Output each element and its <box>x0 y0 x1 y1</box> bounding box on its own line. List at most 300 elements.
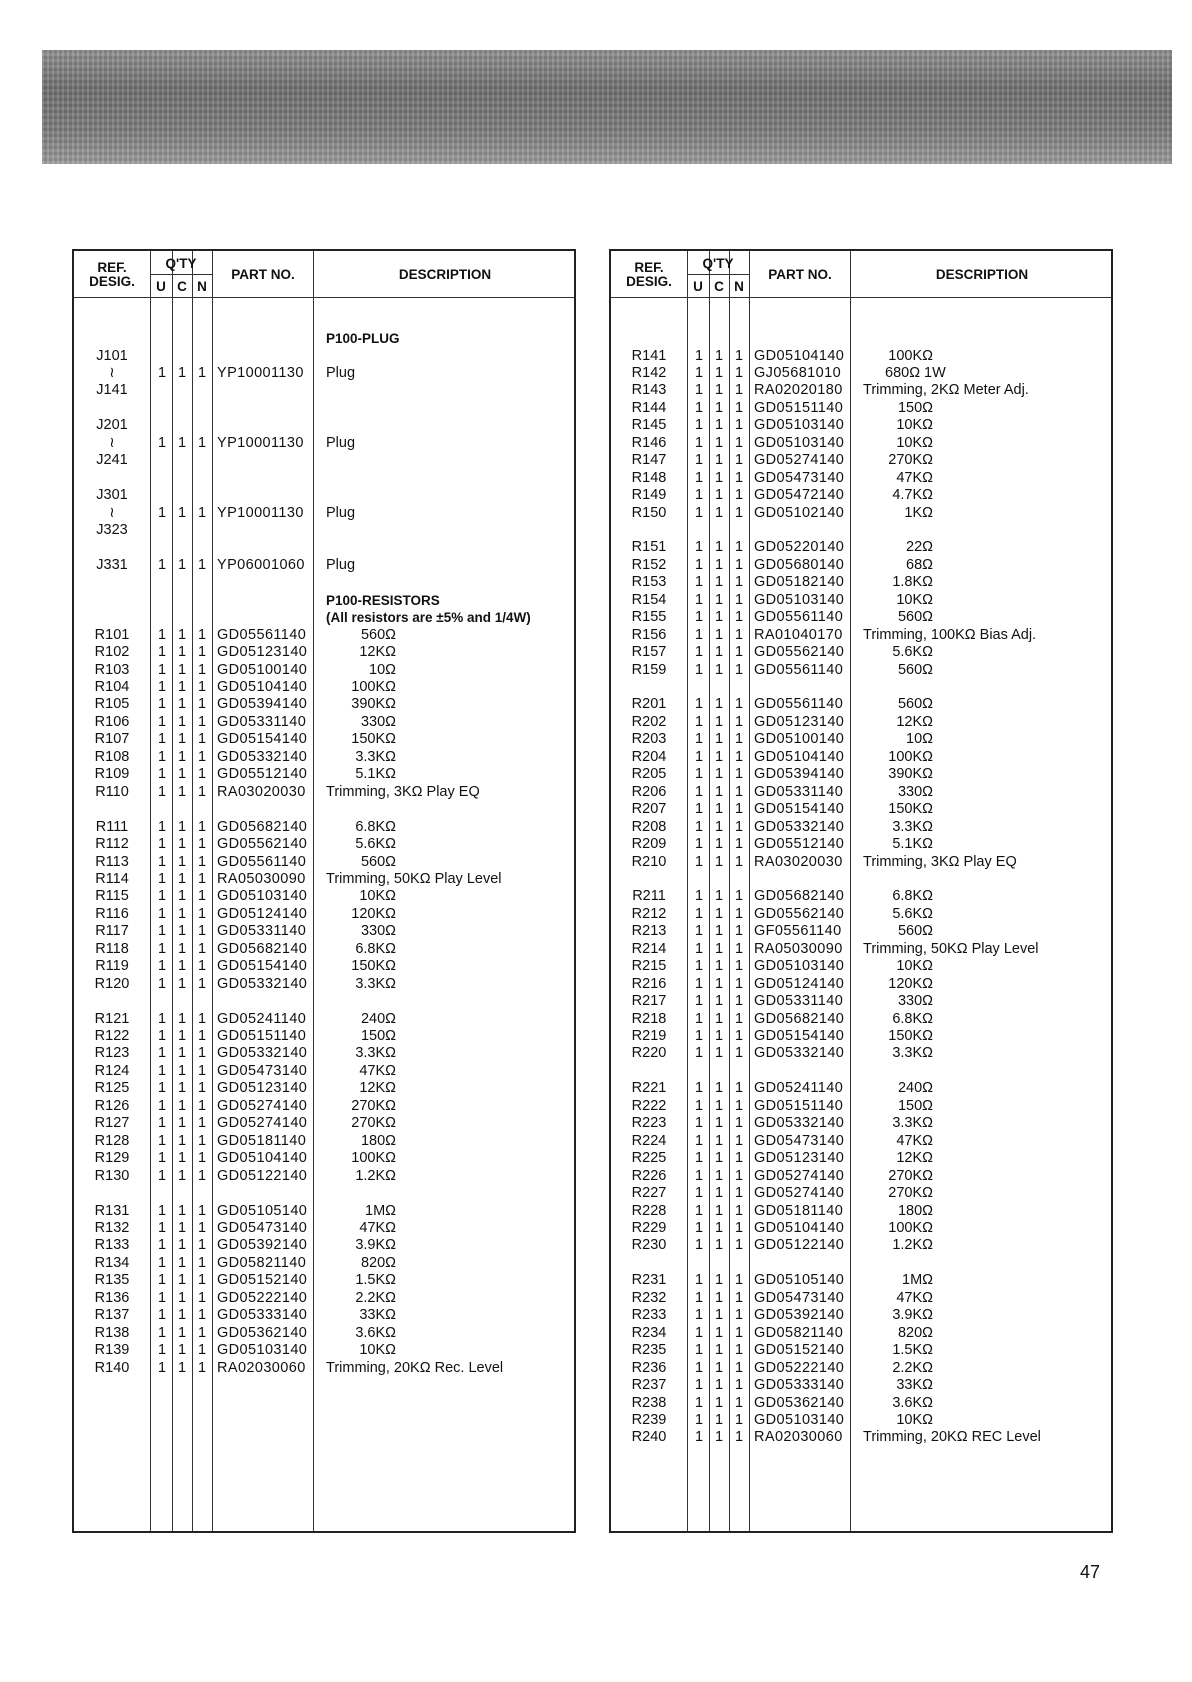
ref-desig: R111 <box>95 818 129 835</box>
qty-n: 1 <box>197 1062 207 1079</box>
qty-u: 1 <box>694 434 704 451</box>
ref-desig: R123 <box>94 1045 130 1062</box>
qty-c: 1 <box>177 556 187 573</box>
page-number: 47 <box>1080 1562 1101 1582</box>
part-no: GD05562140 <box>754 905 845 922</box>
qty-c: 1 <box>177 1115 187 1132</box>
ref-desig: R215 <box>631 958 667 975</box>
ref-desig: R134 <box>94 1254 130 1271</box>
qty-u: 1 <box>157 1097 167 1114</box>
qty-n: 1 <box>197 434 207 451</box>
part-no: YP10001130 <box>217 434 304 451</box>
part-no: GD05821140 <box>217 1254 307 1271</box>
ref-desig: J301 <box>96 487 128 503</box>
description: 3.3KΩ <box>892 1045 933 1062</box>
qty-c: 1 <box>714 487 724 503</box>
qty-c: 1 <box>177 1359 187 1376</box>
qty-n: 1 <box>197 1202 207 1219</box>
description: 270KΩ <box>888 452 933 469</box>
qty-n: 1 <box>197 853 207 870</box>
qty-n: 1 <box>734 504 744 521</box>
header-description: DESCRIPTION <box>398 267 492 282</box>
ref-desig: R127 <box>94 1115 130 1132</box>
qty-u: 1 <box>157 1254 167 1271</box>
qty-n: 1 <box>734 1359 744 1376</box>
description: 560Ω <box>897 696 933 713</box>
part-no: GD05151140 <box>754 1097 844 1114</box>
qty-u: 1 <box>157 1324 167 1341</box>
qty-c: 1 <box>714 1359 724 1376</box>
qty-u: 1 <box>157 1272 167 1289</box>
ref-desig: R148 <box>631 469 667 486</box>
description: 180Ω <box>897 1202 933 1219</box>
description: 150KΩ <box>351 731 396 748</box>
qty-u: 1 <box>694 783 704 800</box>
qty-u: 1 <box>694 975 704 992</box>
description: Trimming, 3KΩ Play EQ <box>326 783 480 800</box>
part-no: GD05332140 <box>754 818 845 835</box>
ref-desig: R219 <box>631 1028 667 1044</box>
qty-c: 1 <box>177 1132 187 1149</box>
part-no: RA05030090 <box>217 870 306 887</box>
qty-c: 1 <box>177 1289 187 1306</box>
qty-n: 1 <box>734 661 744 678</box>
qty-u: 1 <box>157 1115 167 1132</box>
description: 270KΩ <box>351 1115 396 1132</box>
ref-desig: R142 <box>631 364 667 381</box>
part-no: GD05362140 <box>754 1394 845 1411</box>
qty-n: 1 <box>734 958 744 975</box>
part-no: GD05331140 <box>217 923 307 940</box>
ref-desig: R201 <box>631 696 667 713</box>
qty-n: 1 <box>197 1132 207 1149</box>
qty-n: 1 <box>734 1411 744 1428</box>
ref-desig: J331 <box>96 556 128 573</box>
qty-u: 1 <box>157 836 167 852</box>
ref-desig: R231 <box>631 1272 667 1289</box>
qty-c: 1 <box>714 1132 724 1149</box>
part-no: GD05154140 <box>754 1028 845 1044</box>
ref-desig: J101 <box>96 347 128 364</box>
description: 150KΩ <box>351 958 396 975</box>
ref-desig: R109 <box>94 766 130 783</box>
description: 5.1KΩ <box>355 766 396 783</box>
part-no: GD05472140 <box>754 487 845 503</box>
part-no: GD05274140 <box>754 1167 845 1184</box>
qty-n: 1 <box>734 1202 744 1219</box>
part-no: GD05274140 <box>754 452 845 469</box>
qty-c: 1 <box>714 1167 724 1184</box>
qty-u: 1 <box>157 748 167 765</box>
description: 330Ω <box>360 923 396 940</box>
ref-desig: R120 <box>94 975 130 992</box>
qty-u: 1 <box>694 609 704 626</box>
qty-n: 1 <box>734 1097 744 1114</box>
ref-desig: R224 <box>631 1132 667 1149</box>
qty-n: 1 <box>197 940 207 957</box>
ref-desig: R144 <box>631 399 667 416</box>
description: 150Ω <box>897 1097 933 1114</box>
ref-desig: R155 <box>631 609 667 626</box>
header-ref: REF. <box>634 260 664 275</box>
ref-desig: R102 <box>94 644 130 661</box>
description: 10KΩ <box>896 958 933 975</box>
qty-n: 1 <box>734 1150 744 1167</box>
qty-n: 1 <box>197 748 207 765</box>
qty-n: 1 <box>734 434 744 451</box>
qty-n: 1 <box>734 713 744 730</box>
description: 100KΩ <box>888 1219 933 1236</box>
ref-desig: R132 <box>94 1219 130 1236</box>
ref-desig: R145 <box>631 417 667 434</box>
qty-n: 1 <box>734 1045 744 1062</box>
qty-n: 1 <box>197 1254 207 1271</box>
qty-u: 1 <box>157 626 167 643</box>
qty-u: 1 <box>157 1342 167 1359</box>
qty-c: 1 <box>177 434 187 451</box>
qty-u: 1 <box>694 1307 704 1324</box>
qty-u: 1 <box>157 1150 167 1167</box>
header-part-no: PART NO. <box>231 267 295 282</box>
ref-desig: R108 <box>94 748 130 765</box>
ref-desig: J201 <box>96 417 128 434</box>
qty-c: 1 <box>714 853 724 870</box>
qty-n: 1 <box>197 1342 207 1359</box>
part-no: GF05561140 <box>754 923 842 940</box>
ref-desig: R118 <box>95 940 129 957</box>
description: 1.2KΩ <box>355 1167 396 1184</box>
qty-n: 1 <box>197 1289 207 1306</box>
part-no: GD05562140 <box>754 644 845 661</box>
part-no: GD05331140 <box>754 993 844 1010</box>
qty-n: 1 <box>734 1289 744 1306</box>
qty-n: 1 <box>197 888 207 905</box>
qty-c: 1 <box>177 1219 187 1236</box>
qty-n: 1 <box>734 364 744 381</box>
qty-n: 1 <box>197 1010 207 1027</box>
ref-desig: R203 <box>631 731 667 748</box>
part-no: GD05151140 <box>217 1028 307 1044</box>
qty-c: 1 <box>177 853 187 870</box>
qty-n: 1 <box>734 469 744 486</box>
qty-u: 1 <box>694 958 704 975</box>
part-no: GD05122140 <box>754 1237 845 1254</box>
ref-desig: R238 <box>631 1394 667 1411</box>
description: 240Ω <box>360 1010 396 1027</box>
qty-u: 1 <box>694 1342 704 1359</box>
description: 330Ω <box>897 993 933 1010</box>
description: 3.9KΩ <box>355 1237 396 1254</box>
description: 3.3KΩ <box>355 1045 396 1062</box>
qty-n: 1 <box>734 801 744 818</box>
qty-c: 1 <box>177 1010 187 1027</box>
ref-desig: R211 <box>632 888 666 905</box>
qty-c: 1 <box>177 783 187 800</box>
description: 4.7KΩ <box>892 487 933 503</box>
column-divider <box>212 251 213 1531</box>
qty-c: 1 <box>714 382 724 399</box>
qty-c: 1 <box>177 1342 187 1359</box>
qty-u: 1 <box>157 364 167 381</box>
ref-desig: ≀ <box>109 364 115 381</box>
description: 5.6KΩ <box>355 836 396 852</box>
description: 3.3KΩ <box>892 818 933 835</box>
qty-c: 1 <box>714 905 724 922</box>
ref-desig: R104 <box>94 679 130 695</box>
qty-u: 1 <box>694 487 704 503</box>
qty-u: 1 <box>157 783 167 800</box>
qty-c: 1 <box>177 923 187 940</box>
header-description: DESCRIPTION <box>935 267 1029 282</box>
part-no: GD05104140 <box>754 1219 845 1236</box>
ref-desig: R124 <box>94 1062 130 1079</box>
qty-c: 1 <box>714 940 724 957</box>
description: 10Ω <box>369 661 396 678</box>
qty-u: 1 <box>694 923 704 940</box>
part-no: GD05104140 <box>217 1150 308 1167</box>
qty-c: 1 <box>714 1045 724 1062</box>
qty-c: 1 <box>714 1377 724 1393</box>
qty-c: 1 <box>714 1150 724 1167</box>
qty-c: 1 <box>177 626 187 643</box>
qty-u: 1 <box>157 1028 167 1044</box>
qty-c: 1 <box>177 364 187 381</box>
ref-desig: R101 <box>94 626 130 643</box>
ref-desig: R159 <box>631 661 667 678</box>
ref-desig: R230 <box>631 1237 667 1254</box>
description: 22Ω <box>906 539 933 556</box>
ref-desig: R150 <box>631 504 667 521</box>
qty-n: 1 <box>197 713 207 730</box>
qty-u: 1 <box>694 469 704 486</box>
qty-c: 1 <box>714 818 724 835</box>
qty-u: 1 <box>694 1219 704 1236</box>
part-no: GD05104140 <box>754 748 845 765</box>
ref-desig: R208 <box>631 818 667 835</box>
ref-desig: R152 <box>631 556 667 573</box>
qty-n: 1 <box>197 1097 207 1114</box>
ref-desig: R133 <box>94 1237 130 1254</box>
qty-u: 1 <box>157 1219 167 1236</box>
column-divider <box>150 251 151 1531</box>
qty-n: 1 <box>734 1010 744 1027</box>
qty-u: 1 <box>157 888 167 905</box>
description: 560Ω <box>897 661 933 678</box>
ref-desig: R149 <box>631 487 667 503</box>
part-no: GD05332140 <box>217 975 308 992</box>
ref-desig: J141 <box>96 382 128 399</box>
qty-n: 1 <box>734 1237 744 1254</box>
ref-desig: R237 <box>631 1377 667 1393</box>
part-no: GD05105140 <box>217 1202 308 1219</box>
qty-n: 1 <box>734 399 744 416</box>
part-no: GD05561140 <box>217 853 307 870</box>
description: 12KΩ <box>896 1150 933 1167</box>
part-no: GD05152140 <box>217 1272 308 1289</box>
qty-n: 1 <box>734 1080 744 1097</box>
description: 1MΩ <box>365 1202 396 1219</box>
qty-u: 1 <box>694 644 704 661</box>
qty-n: 1 <box>197 1219 207 1236</box>
qty-c: 1 <box>177 1167 187 1184</box>
qty-u: 1 <box>694 382 704 399</box>
qty-u: 1 <box>157 1237 167 1254</box>
description: 5.1KΩ <box>892 836 933 852</box>
qty-u: 1 <box>694 1359 704 1376</box>
header-c: C <box>177 279 187 294</box>
qty-u: 1 <box>694 1324 704 1341</box>
description: 47KΩ <box>896 1289 933 1306</box>
part-no: GD05124140 <box>754 975 845 992</box>
qty-u: 1 <box>694 504 704 521</box>
qty-u: 1 <box>157 713 167 730</box>
ref-desig: R139 <box>94 1342 130 1359</box>
ref-desig: R205 <box>631 766 667 783</box>
part-no: GD05362140 <box>217 1324 308 1341</box>
description: 10KΩ <box>359 888 396 905</box>
description: 820Ω <box>897 1324 933 1341</box>
qty-u: 1 <box>694 539 704 556</box>
description: Plug <box>326 556 356 573</box>
part-no: GD05241140 <box>754 1080 844 1097</box>
part-no: GJ05681010 <box>754 364 842 381</box>
description: 150KΩ <box>888 801 933 818</box>
qty-n: 1 <box>197 1115 207 1132</box>
qty-c: 1 <box>177 870 187 887</box>
qty-c: 1 <box>714 434 724 451</box>
part-no: GD05103140 <box>217 1342 308 1359</box>
description: Plug <box>326 504 356 521</box>
ref-desig: R226 <box>631 1167 667 1184</box>
qty-n: 1 <box>734 783 744 800</box>
qty-u: 1 <box>694 574 704 591</box>
ref-desig: R156 <box>631 626 667 643</box>
qty-n: 1 <box>734 382 744 399</box>
qty-c: 1 <box>177 836 187 852</box>
description: 10KΩ <box>896 417 933 434</box>
qty-n: 1 <box>734 731 744 748</box>
part-no: GD05154140 <box>217 731 308 748</box>
qty-c: 1 <box>714 1237 724 1254</box>
description: 390KΩ <box>351 696 396 713</box>
qty-c: 1 <box>714 1097 724 1114</box>
qty-u: 1 <box>157 958 167 975</box>
description: 180Ω <box>360 1132 396 1149</box>
qty-c: 1 <box>177 958 187 975</box>
description: 33KΩ <box>896 1377 933 1393</box>
description: 120KΩ <box>888 975 933 992</box>
qty-n: 1 <box>734 1219 744 1236</box>
qty-c: 1 <box>714 661 724 678</box>
ref-desig: R147 <box>631 452 667 469</box>
qty-u: 1 <box>694 399 704 416</box>
qty-u: 1 <box>694 1202 704 1219</box>
description: 1.2KΩ <box>892 1237 933 1254</box>
qty-n: 1 <box>197 1272 207 1289</box>
qty-u: 1 <box>157 818 167 835</box>
part-no: GD05103140 <box>754 434 845 451</box>
description: 6.8KΩ <box>355 940 396 957</box>
part-no: GD05105140 <box>754 1272 845 1289</box>
qty-u: 1 <box>157 556 167 573</box>
qty-u: 1 <box>157 1045 167 1062</box>
qty-n: 1 <box>734 1377 744 1393</box>
ref-desig: R240 <box>631 1429 667 1446</box>
qty-n: 1 <box>734 1132 744 1149</box>
part-no: GD05100140 <box>217 661 308 678</box>
ref-desig: R119 <box>95 958 129 975</box>
qty-u: 1 <box>694 696 704 713</box>
description: 1.8KΩ <box>892 574 933 591</box>
ref-desig: R202 <box>631 713 667 730</box>
qty-c: 1 <box>177 1080 187 1097</box>
part-no: GD05103140 <box>754 417 845 434</box>
qty-c: 1 <box>177 661 187 678</box>
part-no: GD05181140 <box>217 1132 307 1149</box>
qty-c: 1 <box>177 748 187 765</box>
ref-desig: J323 <box>96 521 128 538</box>
description: 150Ω <box>360 1028 396 1044</box>
qty-n: 1 <box>197 364 207 381</box>
qty-u: 1 <box>157 504 167 521</box>
description: 10Ω <box>906 731 933 748</box>
ref-desig: R128 <box>94 1132 130 1149</box>
qty-u: 1 <box>694 888 704 905</box>
qty-divider <box>687 274 750 275</box>
qty-c: 1 <box>177 1202 187 1219</box>
qty-u: 1 <box>157 731 167 748</box>
column-divider <box>749 251 750 1531</box>
qty-u: 1 <box>694 1097 704 1114</box>
part-no: GD05473140 <box>754 1289 845 1306</box>
part-no: GD05682140 <box>217 818 308 835</box>
part-no: RA05030090 <box>754 940 843 957</box>
part-no: GD05561140 <box>217 626 307 643</box>
qty-u: 1 <box>694 347 704 364</box>
header-divider <box>611 297 1111 298</box>
ref-desig: R113 <box>95 853 129 870</box>
ref-desig: R114 <box>95 870 129 887</box>
description: Trimming, 50KΩ Play Level <box>326 870 502 887</box>
qty-c: 1 <box>714 836 724 852</box>
header-c: C <box>714 279 724 294</box>
part-no: GD05333140 <box>217 1307 308 1324</box>
part-no: GD05561140 <box>754 696 844 713</box>
qty-c: 1 <box>177 696 187 713</box>
qty-c: 1 <box>714 1394 724 1411</box>
qty-n: 1 <box>197 626 207 643</box>
description: 33KΩ <box>359 1307 396 1324</box>
qty-n: 1 <box>197 1028 207 1044</box>
qty-c: 1 <box>177 975 187 992</box>
parts-table-left <box>72 249 576 1533</box>
header-part-no: PART NO. <box>768 267 832 282</box>
qty-n: 1 <box>734 487 744 503</box>
description: 5.6KΩ <box>892 905 933 922</box>
qty-u: 1 <box>694 713 704 730</box>
part-no: GD05274140 <box>754 1185 845 1201</box>
qty-u: 1 <box>157 975 167 992</box>
qty-n: 1 <box>734 888 744 905</box>
qty-c: 1 <box>177 731 187 748</box>
qty-n: 1 <box>734 1115 744 1132</box>
description: 6.8KΩ <box>355 818 396 835</box>
qty-c: 1 <box>714 1429 724 1446</box>
qty-c: 1 <box>714 399 724 416</box>
qty-n: 1 <box>197 870 207 887</box>
description: 10KΩ <box>896 591 933 608</box>
part-no: RA03020030 <box>754 853 843 870</box>
